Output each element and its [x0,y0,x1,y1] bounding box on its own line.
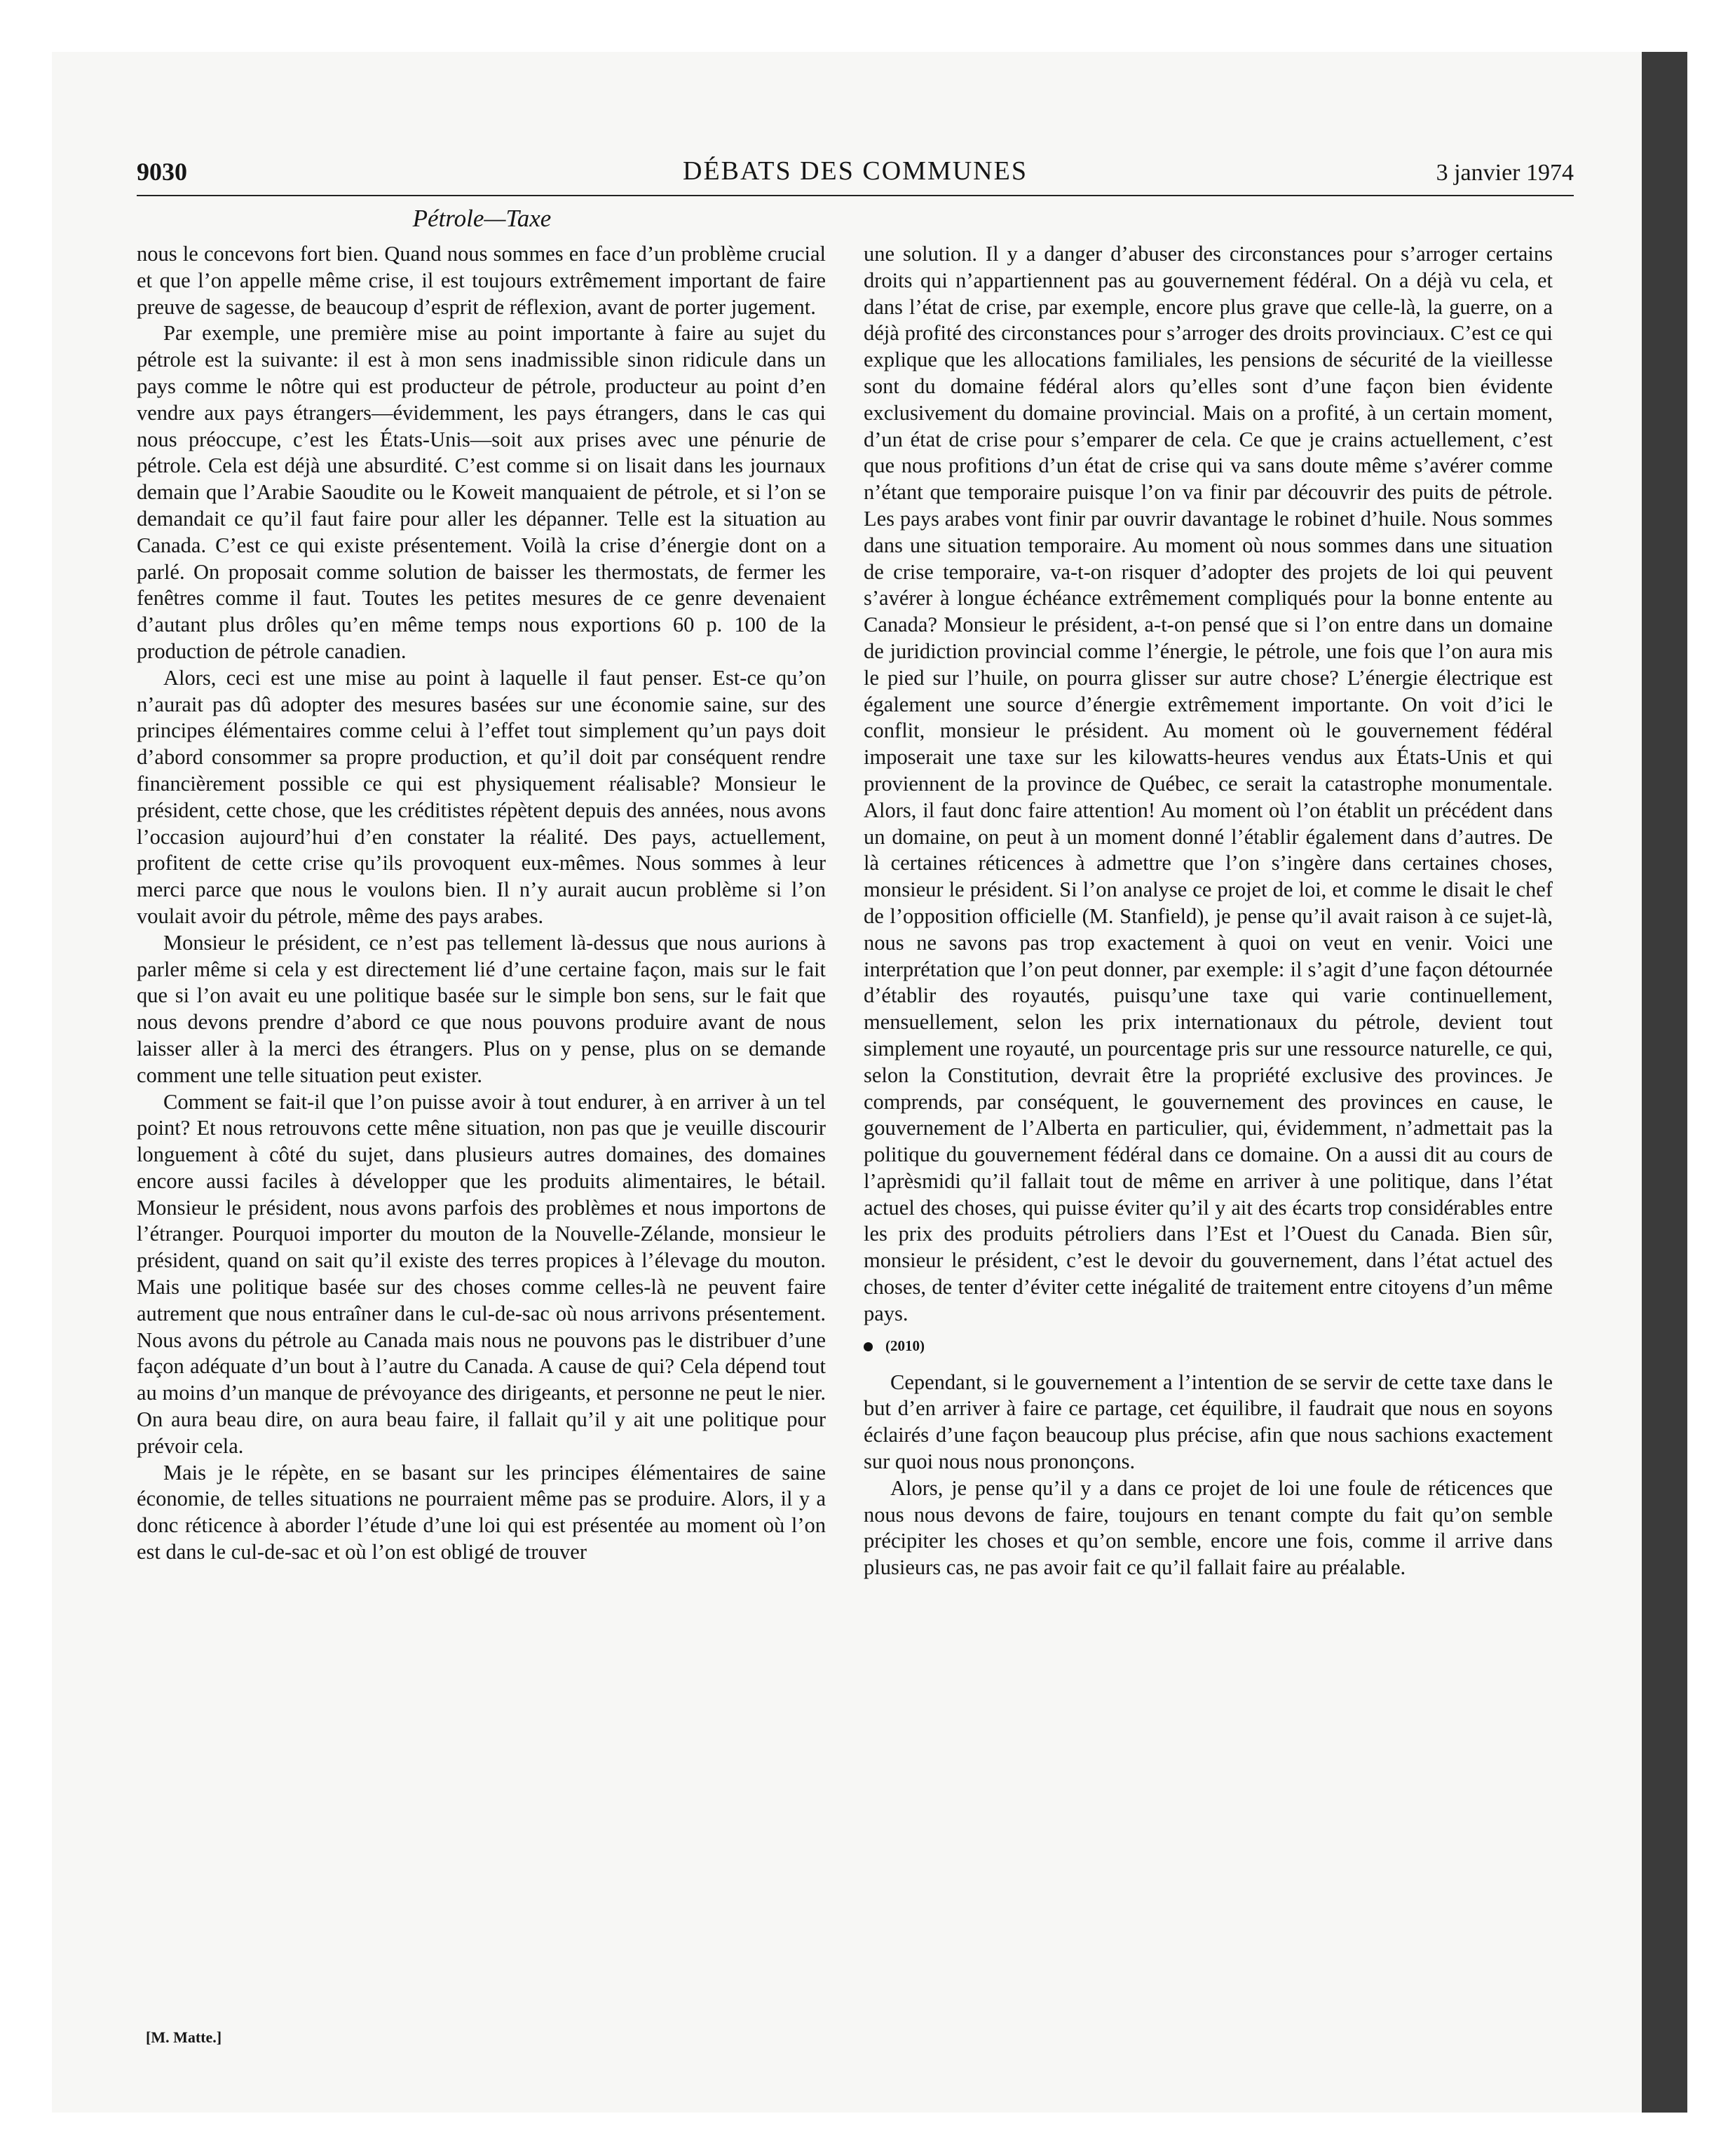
bullet-icon [864,1342,873,1351]
binding-shadow-strip [1642,52,1687,2113]
page-number: 9030 [137,158,187,186]
paragraph: Comment se fait-il que l’on puisse avoir à tout endurer, à en arriver à un tel point? Et nous retrouvons cette mêne situation, non pas que je veuille discourir longuement à côté du sujet, dans plusieurs autres domaines, des domaines encore aussi faciles à développer que les produits alimentaires, le bétail. Monsieur le président, nous avons parfois des problèmes et nous importons de l’étranger. Pourquoi importer du mouton de la Nouvelle-Zélande, monsieur le président, quand on sait qu’il existe des terres propices à l’élevage du mouton. Mais une politique basée sur des choses comme celles-là ne peuvent faire autrement que nous entraîner dans le cul-de-sac où nous arrivons présentement. Nous avons du pétrole au Canada mais nous ne pouvons pas le distribuer d’une façon adéquate d’un bout à l’autre du Canada. A cause de qui? Cela dépend tout au moins d’un manque de prévoyance des dirigeants, et personne ne peut le nier. On aura beau dire, on aura beau faire, il fallait qu’il y ait une politique pour prévoir cela. [137,1089,826,1458]
time-marker [864,1332,1553,1360]
issue-date: 3 janvier 1974 [1436,160,1574,186]
page-header [137,156,1574,196]
paragraph: Cependant, si le gouvernement a l’intention de se servir de cette taxe dans le but d’en arriver à faire ce partage, cet équilibre, il faudrait que nous en soyons éclairés d’une façon beaucoup plus précise, afin que nous sachions exactement sur quoi nous nous prononçons. [864,1370,1553,1474]
paragraph: Alors, ceci est une mise au point à laquelle il faut penser. Est-ce qu’on n’aurait pas dû adopter des mesures basées sur une économie saine, sur des principes élémentaires comme celui à l’effet tout simplement qu’un pays doit d’abord consommer sa propre production, et qu’il doit par conséquent rendre financièrement possible ce qui est physiquement réalisable? Monsieur le président, cette chose, que les créditistes répètent depuis des années, nous avons l’occasion aujourd’hui d’en constater la réalité. Des pays, actuellement, profitent de cette crise qu’ils provoquent eux-mêmes. Nous sommes à leur merci parce que nous le voulons bien. Il n’y aurait aucun problème si l’on voulait avoir du pétrole, même des pays arabes. [137,665,826,928]
left-column [137,241,826,2007]
section-heading: Pétrole—Taxe [412,205,552,232]
paragraph: Par exemple, une première mise au point importante à faire au sujet du pétrole est la suivante: il est à mon sens inadmissible sinon ridicule dans un pays comme le nôtre qui est producteur de pétrole, producteur au point d’en vendre aux pays étrangers—évidemment, les pays étrangers, dans le cas qui nous préoccupe, c’est les États-Unis—soit aux prises avec une pénurie de pétrole. Cela est déjà une absurdité. C’est comme si on lisait dans les journaux demain que l’Arabie Saoudite ou le Koweit manquaient de pétrole, et si l’on se demandait ce qu’il faut faire pour aller les dépanner. Telle est la situation au Canada. C’est ce qui existe présentement. Voilà la crise d’énergie dont on a parlé. On proposait comme solution de baisser les thermostats, de fermer les fenêtres comme il faut. Toutes les petites mesures de ce genre devenaient d’autant plus drôles qu’en même temps nous exportions 60 p. 100 de la production de pétrole canadien. [137,321,826,663]
running-title: DÉBATS DES COMMUNES [683,156,1028,186]
paragraph: Monsieur le président, ce n’est pas tellement là-dessus que nous aurions à parler même si cela y est directement lié d’une certaine façon, mais sur le fait que si l’on avait eu une politique basée sur le simple bon sens, sur le fait que nous devons prendre d’abord ce que nous pouvons produire avant de nous laisser aller à la merci des étrangers. Plus on y pense, plus on se demande comment une telle situation peut exister. [137,930,826,1087]
right-column [864,241,1553,2007]
paragraph: Alors, je pense qu’il y a dans ce projet de loi une foule de réticences que nous nous devons de faire, toujours en tenant compte du fait qu’on semble précipiter les choses et qu’on semble, encore une fois, comme il arrive dans plusieurs cas, ne pas avoir fait ce qu’il fallait faire au préalable. [864,1475,1553,1580]
speaker-attribution: [M. Matte.] [146,2028,222,2046]
paragraph: Mais je le répète, en se basant sur les principes élémentaires de saine économie, de telles situations ne pourraient même pas se produire. Alors, il y a donc réticence à aborder l’étude d’une loi qui est présentée au moment où l’on est dans le cul-de-sac et où l’on est obligé de trouver [137,1460,826,1564]
paragraph: une solution. Il y a danger d’abuser des circonstances pour s’arroger certains droits qui n’appartiennent pas au gouvernement fédéral. On a déjà vu cela, et dans l’état de crise, par exemple, encore plus grave que celle-là, la guerre, on a déjà profité des circonstances pour s’arroger des droits provinciaux. C’est ce qui explique que les allocations familiales, les pensions de sécurité de la vieillesse sont du domaine fédéral alors qu’elles sont d’une façon bien évidente exclusivement du domaine provincial. Mais on a profité, à un certain moment, d’un état de crise pour s’emparer de cela. Ce que je crains actuellement, c’est que nous profitions d’un état de crise qui va sans doute même s’avérer comme n’étant que temporaire puisque l’on va finir par découvrir des puits de pétrole. Les pays arabes vont finir par ouvrir davantage le robinet d’huile. Nous sommes dans une situation temporaire. Au moment où nous sommes dans une situation de crise temporaire, va-t-on risquer d’adopter des projets de loi qui peuvent s’avérer à longue échéance extrêmement compliqués pour la bonne entente au Canada? Monsieur le président, a-t-on pensé que si l’on entre dans un domaine de juridiction provincial comme l’énergie, le pétrole, une fois que l’on aura mis le pied sur l’huile, on pourra glisser sur autre chose? L’énergie électrique est également une source d’énergie extrêmement importante. On voit d’ici le conflit, monsieur le président. Au moment où le gouvernement fédéral imposerait une taxe sur les kilowatts-heures vendus aux États-Unis et qui proviennent de la province de Québec, ce serait la catastrophe monumentale. Alors, il faut donc faire attention! Au moment où l’on établit un précédent dans un domaine, on peut à un moment donné l’établir également dans d’autres. De là certaines réticences à admettre que l’on s’ingère dans certaines choses, monsieur le président. Si l’on analyse ce projet de loi, et comme le disait le chef de l’opposition officielle (M. Stanfield), je pense qu’il avait raison à ce sujet-là, nous ne savons pas trop exactement à quoi on veut en venir. Voici une interprétation que l’on peut donner, par exemple: il s’agit d’une façon détournée d’établir des royautés, puisqu’une taxe qui varie continuellement, mensuellement, selon les prix internationaux du pétrole, devient tout simplement une royauté, un pourcentage pris sur une ressource naturelle, ce qui, selon la Constitution, devrait être la propriété exclusive des provinces. Je comprends, par conséquent, le gouvernement des provinces en cause, le gouvernement de l’Alberta en particulier, qui, évidemment, n’admettait pas la politique du gouvernement fédéral dans ce domaine. On a aussi dit au cours de l’aprèsmidi qu’il fallait tout de même en arriver à une politique, dans l’état actuel des choses, qui puisse éviter qu’il y ait des écarts trop considérables entre les prix des produits pétroliers dans l’Est et l’Ouest du Canada. Bien sûr, monsieur le président, c’est le devoir du gouvernement, dans l’état actuel des choses, de tenter d’éviter cette inégalité de traitement entre citoyens d’un même pays. [864,242,1553,1325]
time-marker-label: (2010) [885,1337,925,1354]
paragraph: nous le concevons fort bien. Quand nous sommes en face d’un problème crucial et que l’on appelle même crise, il est toujours extrêmement important de faire preuve de sagesse, de beaucoup d’esprit de réflexion, avant de porter jugement. [137,242,826,319]
